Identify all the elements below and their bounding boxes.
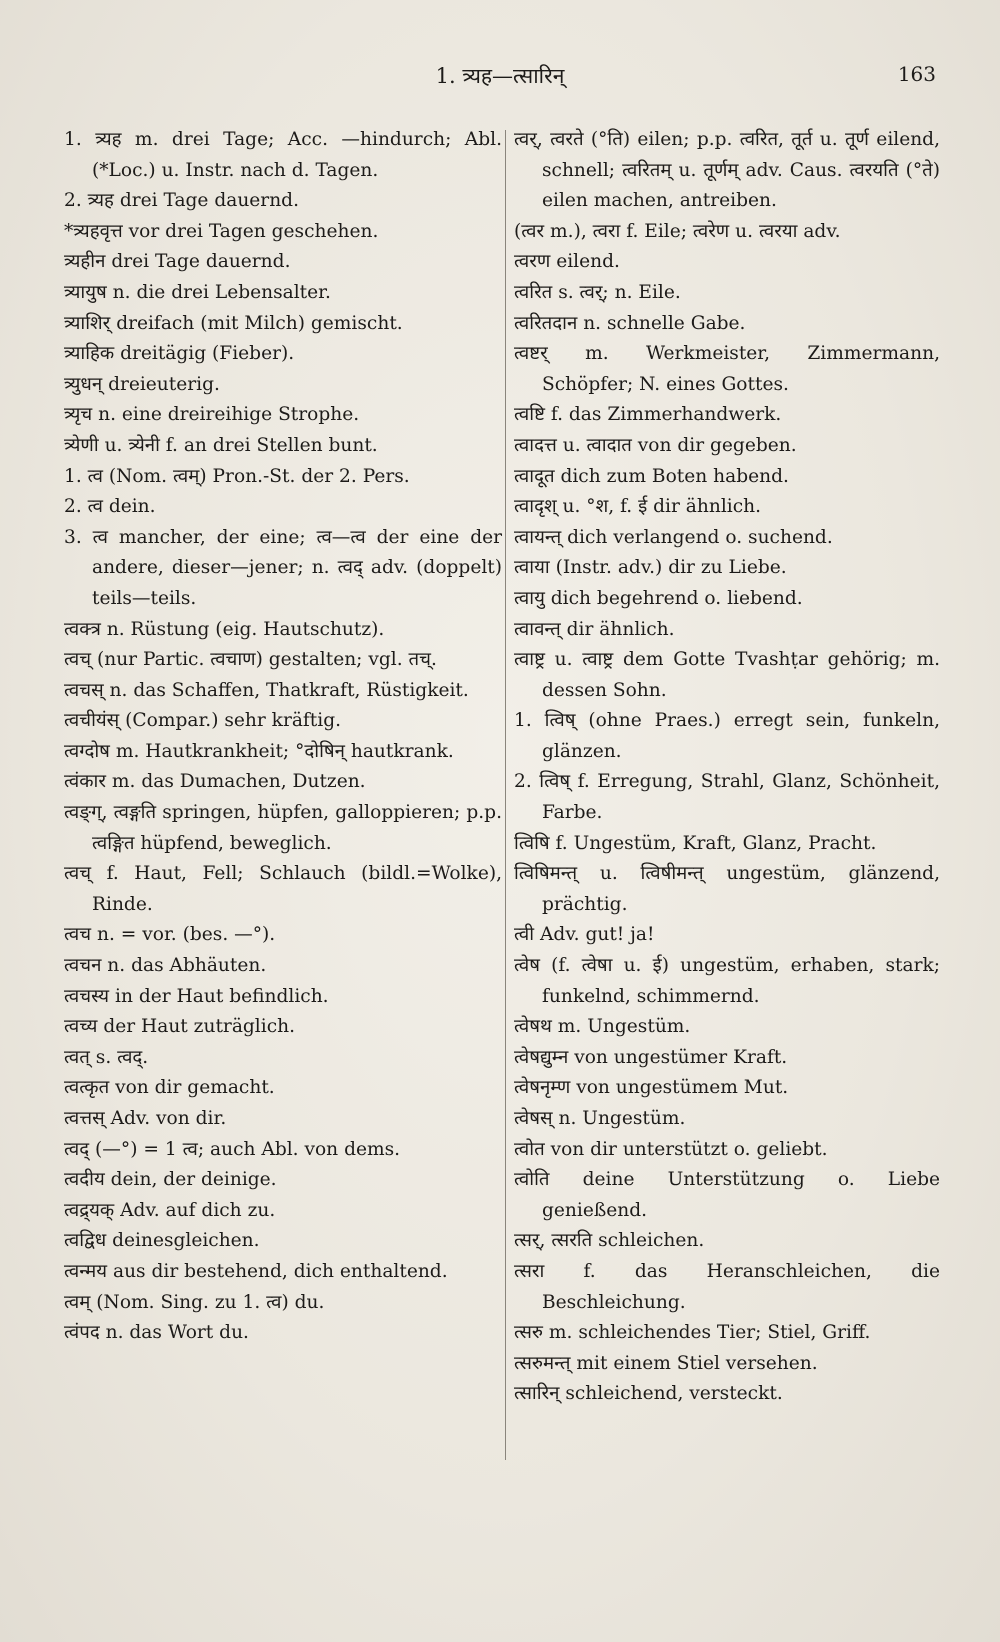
dictionary-entry: त्वत् s. त्वद्.	[64, 1046, 149, 1068]
dictionary-entry: 2. त्र्यह drei Tage dauernd.	[64, 190, 299, 212]
dictionary-entry: त्वरण eilend.	[514, 251, 620, 273]
dictionary-entry: त्वाया (Instr. adv.) dir zu Liebe.	[514, 557, 787, 579]
dictionary-entry: त्वायु dich begehrend o. liebend.	[514, 587, 803, 609]
dictionary-entry: त्विषिमन्त् u. त्विषीमन्त् ungestüm, glänzend, prächtig.	[514, 863, 940, 915]
dictionary-entry: त्सारिन् schleichend, versteckt.	[514, 1383, 783, 1405]
page-number: 163	[897, 62, 936, 86]
dictionary-entry: त्वेषनृम्ण von ungestümem Mut.	[514, 1077, 789, 1099]
dictionary-entry: त्वोत von dir unterstützt o. geliebt.	[514, 1138, 828, 1160]
left-column	[64, 125, 502, 1349]
dictionary-entry: त्वादूत dich zum Boten habend.	[514, 465, 789, 487]
dictionary-entry: त्वन्मय aus dir bestehend, dich enthaltend.	[64, 1260, 448, 1282]
dictionary-entry: 2. त्विष् f. Erregung, Strahl, Glanz, Schönheit, Farbe.	[514, 771, 940, 824]
dictionary-entry: त्वेषद्युम्न von ungestümer Kraft.	[514, 1046, 788, 1068]
dictionary-entry: त्वरितदान n. schnelle Gabe.	[514, 312, 746, 334]
dictionary-entry: त्वद् (—°) = 1 त्व; auch Abl. von dems.	[64, 1138, 401, 1160]
dictionary-entry: त्वोति deine Unterstützung o. Liebe genießend.	[514, 1169, 940, 1221]
dictionary-entry: त्वचस् n. das Schaffen, Thatkraft, Rüstigkeit.	[64, 679, 469, 701]
dictionary-entry: त्सरा f. das Heranschleichen, die Beschleichung.	[514, 1260, 940, 1313]
dictionary-entry: त्वचन n. das Abhäuten.	[64, 955, 267, 977]
dictionary-entry: त्र्यृच n. eine dreireihige Strophe.	[64, 404, 360, 426]
dictionary-entry: त्वग्दोष m. Hautkrankheit; °दोषिन् hautkrank.	[64, 740, 454, 762]
dictionary-entry: त्वेषथ m. Ungestüm.	[514, 1016, 691, 1038]
dictionary-entry: त्वच n. = vor. (bes. —°).	[64, 924, 276, 946]
dictionary-entry: त्वायन्त् dich verlangend o. suchend.	[514, 526, 833, 548]
running-head: 1. त्र्यह—त्सारिन्	[435, 64, 565, 88]
dictionary-entry: त्वचस्य in der Haut befindlich.	[64, 985, 329, 1007]
dictionary-entry: त्र्याशिर् dreifach (mit Milch) gemischt.	[64, 312, 403, 334]
dictionary-entry: त्वत्तस् Adv. von dir.	[64, 1108, 227, 1129]
dictionary-entry: 1. त्र्यह m. drei Tage; Acc. —hindurch; Abl. (*Loc.) u. Instr. nach d. Tagen.	[64, 129, 502, 181]
right-column	[514, 125, 940, 1410]
dictionary-entry: त्वच् f. Haut, Fell; Schlauch (bildl.=Wolke), Rinde.	[64, 863, 502, 915]
dictionary-entry: त्सर्, त्सरति schleichen.	[514, 1230, 705, 1252]
dictionary-entry: त्वङ्ग्, त्वङ्गति springen, hüpfen, galloppieren; p.p. त्वङ्गित hüpfend, beweglich.	[64, 802, 502, 854]
dictionary-entry: त्वद्र्यक् Adv. auf dich zu.	[64, 1199, 276, 1221]
dictionary-entry: त्वत्कृत von dir gemacht.	[64, 1077, 275, 1099]
dictionary-entry: त्वच्य der Haut zuträglich.	[64, 1016, 295, 1038]
dictionary-entry: त्वी Adv. gut! ja!	[514, 924, 655, 946]
dictionary-entry: त्वच् (nur Partic. त्वचाण) gestalten; vgl. तच्.	[64, 649, 437, 671]
dictionary-entry: 1. त्व (Nom. त्वम्) Pron.-St. der 2. Pers.	[64, 465, 410, 487]
dictionary-entry: त्सरुमन्त् mit einem Stiel versehen.	[514, 1352, 818, 1374]
dictionary-entry: त्वेष (f. त्वेषा u. ई) ungestüm, erhaben, stark; funkelnd, schimmernd.	[514, 955, 940, 1007]
dictionary-entry: त्वष्टि f. das Zimmerhandwerk.	[514, 404, 782, 426]
dictionary-entry: त्वाष्ट्र u. त्वाष्ट्र dem Gotte Tvashṭar gehörig; m. dessen Sohn.	[514, 649, 940, 701]
dictionary-entry: त्र्यायुष n. die drei Lebensalter.	[64, 281, 331, 303]
dictionary-entry: त्वक्त्र n. Rüstung (eig. Hautschutz).	[64, 618, 385, 640]
dictionary-entry: त्वादृश् u. °श, f. ई dir ähnlich.	[514, 496, 762, 518]
dictionary-entry: त्वावन्त् dir ähnlich.	[514, 618, 675, 640]
dictionary-entry: 2. त्व dein.	[64, 496, 156, 518]
dictionary-entry: त्र्युधन् dreieuterig.	[64, 373, 220, 395]
dictionary-entry: त्वर्, त्वरते (°ति) eilen; p.p. त्वरित, तूर्त u. तूर्ण eilend, schnell; त्वरितम् u. तूर्णम् adv. Caus. त्वरयति (°ते) eilen machen, antreiben.	[514, 129, 940, 212]
dictionary-entry: त्र्याहिक dreitägig (Fieber).	[64, 343, 295, 365]
dictionary-entry: 1. त्विष् (ohne Praes.) erregt sein, funkeln, glänzen.	[514, 710, 940, 762]
dictionary-entry: त्विषि f. Ungestüm, Kraft, Glanz, Pracht.	[514, 832, 877, 854]
dictionary-entry: (त्वर m.), त्वरा f. Eile; त्वरेण u. त्वरया adv.	[514, 220, 841, 242]
dictionary-entry: त्वचीयंस् (Compar.) sehr kräftig.	[64, 710, 342, 732]
dictionary-entry: *त्र्यहवृत्त vor drei Tagen geschehen.	[64, 220, 379, 242]
dictionary-entry: त्वेषस् n. Ungestüm.	[514, 1108, 686, 1129]
dictionary-entry: त्र्यहीन drei Tage dauernd.	[64, 251, 291, 273]
dictionary-entry: त्वरित s. त्वर्; n. Eile.	[514, 281, 681, 303]
column-divider	[505, 130, 506, 1460]
dictionary-entry: त्वद्विध deinesgleichen.	[64, 1230, 260, 1252]
dictionary-entry: त्वम् (Nom. Sing. zu 1. त्व) du.	[64, 1291, 325, 1313]
dictionary-entry: त्वदीय dein, der deinige.	[64, 1169, 277, 1191]
page-header	[0, 62, 1000, 96]
dictionary-entry: त्वंकार m. das Dumachen, Dutzen.	[64, 771, 366, 793]
dictionary-entry: त्सरु m. schleichendes Tier; Stiel, Griff.	[514, 1322, 871, 1344]
dictionary-entry: त्वष्टर् m. Werkmeister, Zimmermann, Schöpfer; N. eines Gottes.	[514, 343, 940, 395]
dictionary-entry: 3. त्व mancher, der eine; त्व—त्व der eine der andere, dieser—jener; n. त्वद् adv. (doppelt) teils—teils.	[64, 526, 502, 609]
dictionary-entry: त्वादत्त u. त्वादात von dir gegeben.	[514, 434, 797, 456]
dictionary-entry: त्र्येणी u. त्र्येनी f. an drei Stellen bunt.	[64, 434, 378, 456]
dictionary-entry: त्वंपद n. das Wort du.	[64, 1322, 249, 1344]
